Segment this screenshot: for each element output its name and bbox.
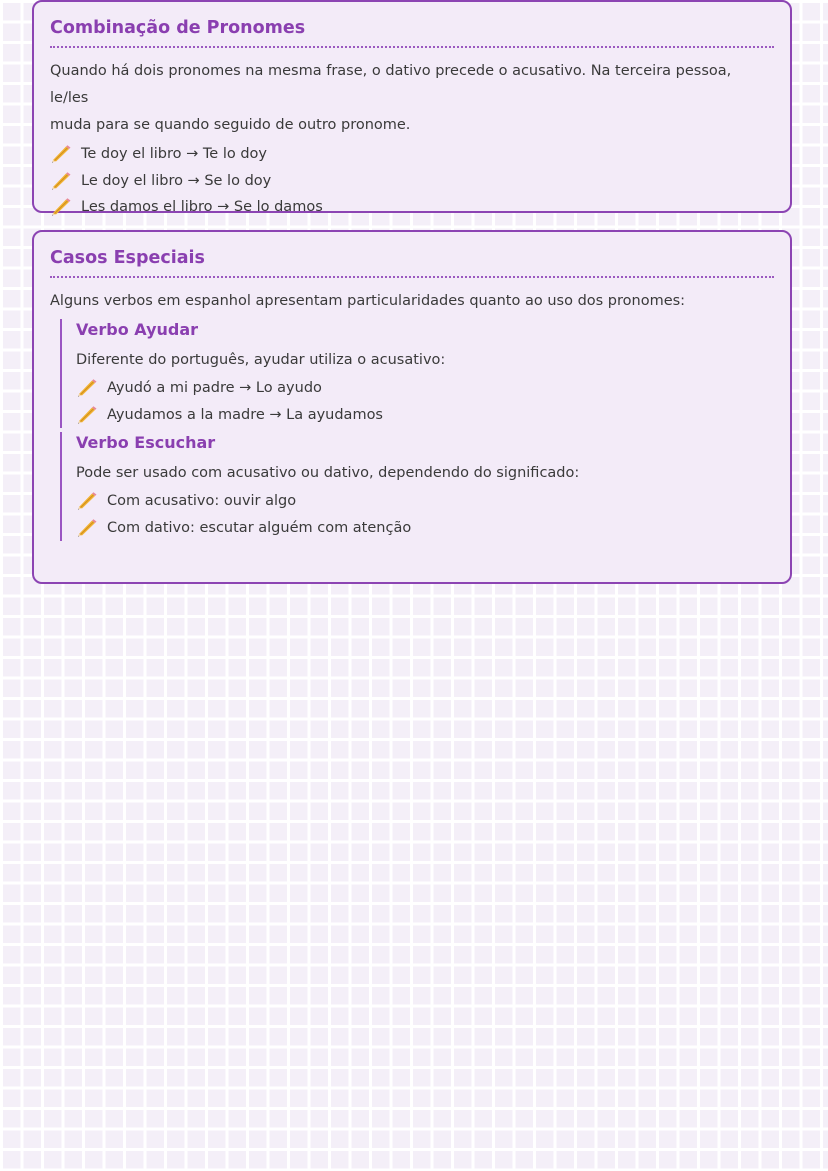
subsection-description: Pode ser usado com acusativo ou dativo, dependendo do significado: <box>76 465 580 481</box>
section-paragraph-line-2: muda para se quando seguido de outro pronome. <box>50 117 411 133</box>
subsection-verbo-escuchar <box>60 432 774 541</box>
pencil-icon <box>76 379 98 397</box>
pencil-icon <box>50 145 72 163</box>
pencil-icon <box>76 519 98 537</box>
section-intro: Alguns verbos em espanhol apresentam particularidades quanto ao uso dos pronomes: <box>50 293 686 309</box>
list-item <box>76 488 774 515</box>
section-title: Combinação de Pronomes <box>50 16 774 48</box>
pencil-icon <box>76 492 98 510</box>
section-title: Casos Especiais <box>50 246 774 278</box>
card-casos-especiais <box>32 230 792 584</box>
card-combinacao-de-pronomes <box>32 0 792 213</box>
example-text: Ayudamos a la madre → La ayudamos <box>107 406 383 423</box>
subsection-title: Verbo Escuchar <box>76 433 216 452</box>
example-list <box>76 488 774 541</box>
list-item <box>50 168 774 195</box>
list-item <box>76 375 774 402</box>
list-item <box>76 515 774 542</box>
example-list <box>50 141 774 221</box>
subsection-verbo-ayudar <box>60 319 774 428</box>
example-text: Le doy el libro → Se lo doy <box>81 172 272 189</box>
list-item <box>50 194 774 221</box>
example-text: Ayudó a mi padre → Lo ayudo <box>107 380 322 396</box>
example-text: Com dativo: escutar alguém com atenção <box>107 519 412 536</box>
example-text: Te doy el libro → Te lo doy <box>81 146 267 162</box>
section-paragraph-line-1: Quando há dois pronomes na mesma frase, o dativo precede o acusativo. Na terceira pessoa, le/les <box>50 63 732 106</box>
pencil-icon <box>50 172 72 190</box>
pencil-icon <box>76 406 98 424</box>
list-item <box>50 141 774 168</box>
pencil-icon <box>50 198 72 216</box>
example-list <box>76 375 774 428</box>
list-item <box>76 402 774 429</box>
subsection-title: Verbo Ayudar <box>76 320 199 339</box>
example-text: Les damos el libro → Se lo damos <box>81 199 323 215</box>
example-text: Com acusativo: ouvir algo <box>107 493 297 509</box>
subsection-description: Diferente do português, ayudar utiliza o acusativo: <box>76 352 446 368</box>
